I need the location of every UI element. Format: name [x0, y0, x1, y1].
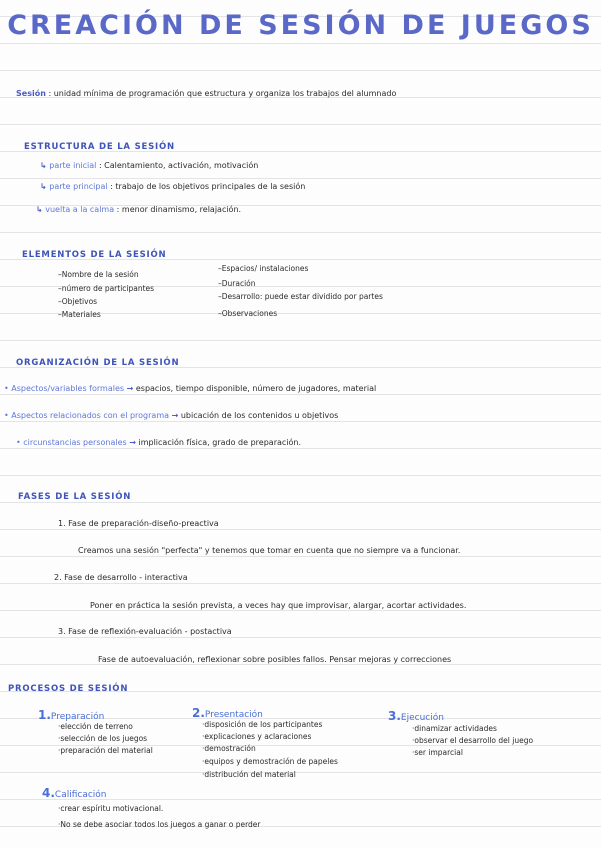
proceso-item: ·explicaciones y aclaraciones — [202, 732, 312, 741]
estructura-label: parte inicial — [49, 161, 97, 170]
definition-text: unidad mínima de programación que estructura y organiza los trabajos del alumnado — [53, 89, 397, 98]
elemento-item: –Espacios/ instalaciones — [218, 264, 309, 273]
fase-text: Creamos una sesión "perfecta" y tenemos que tomar en cuenta que no siempre va a funcionar. — [78, 546, 461, 555]
proceso-item: ·preparación del material — [58, 746, 153, 755]
organizacion-label: Aspectos relacionados con el programa — [11, 411, 170, 420]
proceso-item: ·demostración — [202, 744, 256, 753]
proceso-item: ·dinamizar actividades — [412, 724, 497, 733]
proceso-heading: 1.Preparación — [38, 708, 105, 722]
elemento-item: –Nombre de la sesión — [58, 270, 139, 279]
estructura-item — [40, 161, 258, 170]
proceso-heading: 4.Calificación — [42, 786, 107, 800]
fases-heading: FASES DE LA SESIÓN — [18, 492, 132, 502]
proceso-item: ·ser imparcial — [412, 748, 463, 757]
proceso-item: ·selección de los juegos — [58, 734, 148, 743]
estructura-heading: ESTRUCTURA DE LA SESIÓN — [24, 142, 175, 152]
organizacion-item: • Aspectos relacionados con el programa → ubicación de los contenidos u objetivos — [4, 411, 339, 420]
organizacion-item: • circunstancias personales → implicación física, grado de preparación. — [16, 438, 302, 447]
proceso-heading: 3.Ejecución — [388, 709, 444, 723]
elemento-item: –número de participantes — [58, 284, 155, 293]
definition-term: Sesión — [16, 89, 46, 98]
proceso-item: ·disposición de los participantes — [202, 720, 323, 729]
page-title: CREACIÓN DE SESIÓN DE JUEGOS — [7, 10, 594, 41]
estructura-item — [40, 182, 305, 191]
fase-title: 2. Fase de desarrollo - interactiva — [54, 573, 188, 582]
proceso-heading: 2.Presentación — [192, 706, 263, 720]
organizacion-text: implicación física, grado de preparación. — [138, 438, 302, 447]
elemento-item: –Objetivos — [58, 297, 98, 306]
procesos-heading: PROCESOS DE SESIÓN — [8, 684, 129, 694]
elemento-item: –Observaciones — [218, 309, 278, 318]
elementos-heading: ELEMENTOS DE LA SESIÓN — [22, 250, 167, 260]
arrow-right-icon: → — [129, 438, 136, 447]
fase-title: 1. Fase de preparación-diseño-preactiva — [58, 519, 219, 528]
elemento-item: –Duración — [218, 279, 256, 288]
estructura-text: : menor dinamismo, relajación. — [116, 205, 242, 214]
organizacion-label: circunstancias personales — [23, 438, 127, 447]
arrow-right-icon: → — [171, 411, 179, 420]
fase-title: 3. Fase de reflexión-evaluación - postactiva — [58, 627, 232, 636]
definition-line — [16, 89, 396, 98]
definition-sep: : — [48, 89, 52, 98]
proceso-item: ·observar el desarrollo del juego — [412, 736, 534, 745]
elemento-item: –Desarrollo: puede estar dividido por partes — [218, 292, 383, 301]
arrow-icon: ↳ — [40, 161, 47, 170]
proceso-item: ·distribución del material — [202, 770, 296, 779]
organizacion-heading: ORGANIZACIÓN DE LA SESIÓN — [16, 358, 180, 368]
organizacion-text: espacios, tiempo disponible, número de jugadores, material — [135, 384, 377, 393]
fase-text: Poner en práctica la sesión prevista, a veces hay que improvisar, alargar, acortar actividades. — [90, 601, 467, 610]
estructura-text: : trabajo de los objetivos principales de la sesión — [110, 182, 306, 191]
estructura-item — [36, 205, 241, 214]
proceso-item: ·No se debe asociar todos los juegos a ganar o perder — [58, 820, 261, 829]
estructura-label: parte principal — [49, 182, 108, 191]
elemento-item: –Materiales — [58, 310, 101, 319]
arrow-icon: ↳ — [36, 205, 43, 214]
organizacion-label: Aspectos/variables formales — [11, 384, 125, 393]
estructura-text: : Calentamiento, activación, motivación — [98, 161, 259, 170]
proceso-item: ·crear espíritu motivacional. — [58, 804, 164, 813]
organizacion-item: • Aspectos/variables formales → espacios, tiempo disponible, número de jugadores, material — [4, 384, 377, 393]
proceso-item: ·equipos y demostración de papeles — [202, 757, 338, 766]
estructura-label: vuelta a la calma — [45, 205, 115, 214]
proceso-item: ·elección de terreno — [58, 722, 133, 731]
fase-text: Fase de autoevaluación, reflexionar sobre posibles fallos. Pensar mejoras y correcciones — [98, 655, 452, 664]
arrow-right-icon: → — [126, 384, 134, 393]
arrow-icon: ↳ — [40, 182, 47, 191]
organizacion-text: ubicación de los contenidos u objetivos — [180, 411, 339, 420]
